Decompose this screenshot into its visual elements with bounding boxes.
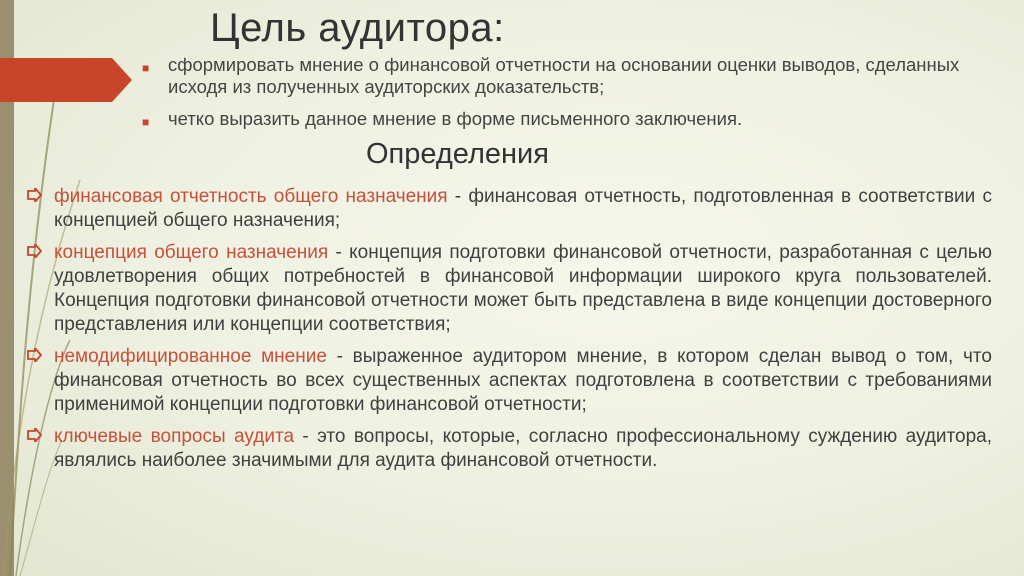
definition-term: финансовая отчетность общего назначения — [54, 186, 448, 207]
title-arrow-shape — [0, 58, 132, 102]
arrow-bullet-icon — [26, 244, 42, 258]
definition-item — [24, 185, 992, 233]
definition-item — [24, 345, 992, 417]
arrow-bullet-icon — [26, 428, 42, 442]
definition-term: концепция общего назначения — [54, 242, 329, 263]
goal-text: сформировать мнение о финансовой отчетности на основании оценки выводов, сделанных исходя из полученных аудиторских доказательств; — [168, 54, 960, 97]
square-bullet-icon: ■ — [142, 115, 150, 129]
arrow-bullet-icon — [26, 188, 42, 202]
goal-list — [140, 54, 980, 140]
definition-item — [24, 425, 992, 473]
definition-term: ключевые вопросы аудита — [54, 426, 295, 447]
goal-item — [140, 108, 980, 130]
definition-text: - это вопросы, которые, согласно профессиональному суждению аудитора, являлись наиболее значимыми для аудита финансовой отчетности. — [54, 426, 992, 471]
goal-text: четко выразить данное мнение в форме письменного заключения. — [168, 108, 743, 129]
arrow-bullet-icon — [26, 348, 42, 362]
definition-text: - выраженное аудитором мнение, в котором сделан вывод о том, что финансовая отчетность во всех существенных аспектах подготовлена в соответствии с требованиями применимой концепции подготовки финансовой отчетности; — [54, 346, 992, 415]
definition-text: - концепция подготовки финансовой отчетности, разработанная с целью удовлетворения общих потребностей в финансовой информации широкого круга пользователей. Концепция подготовки финансовой отчетности может быть представлена в виде концепции достоверного представления или концепции соответствия; — [54, 242, 992, 335]
goal-item — [140, 54, 980, 98]
square-bullet-icon: ■ — [142, 61, 150, 75]
definitions-list — [24, 185, 992, 481]
definition-term: немодифицированное мнение — [54, 346, 327, 367]
definition-item — [24, 241, 992, 337]
definition-text: - финансовая отчетность, подготовленная в соответствии с концепцией общего назначения; — [54, 186, 992, 231]
definitions-heading: Определения — [366, 138, 549, 170]
slide-title: Цель аудитора: — [210, 6, 505, 50]
